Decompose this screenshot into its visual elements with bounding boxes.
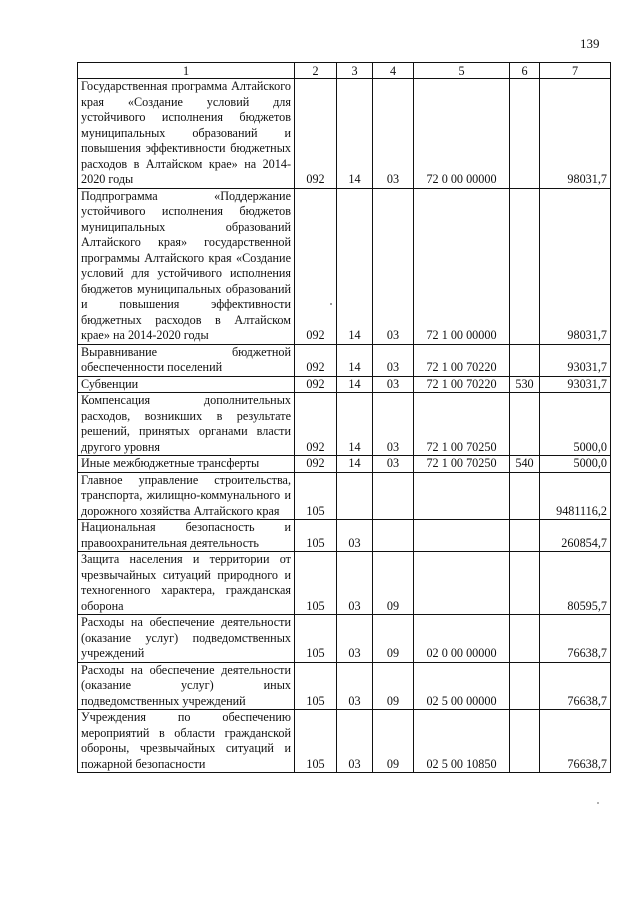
row-section: 14 (337, 456, 373, 473)
row-expense-type (510, 472, 540, 520)
row-expense-type: 540 (510, 456, 540, 473)
row-section: 03 (337, 710, 373, 773)
row-section (337, 472, 373, 520)
row-ministry-code: 105 (295, 662, 337, 710)
table-body (78, 79, 611, 773)
row-target-article (414, 552, 510, 615)
row-expense-type (510, 552, 540, 615)
row-amount: 5000,0 (540, 456, 611, 473)
table-row (78, 615, 611, 663)
row-subsection: 09 (373, 710, 414, 773)
row-amount: 80595,7 (540, 552, 611, 615)
table-row (78, 393, 611, 456)
row-name: Подпрограмма «Поддержание устойчивого исполнения бюджетов муниципальных образований Алтайского края» государственной программы Алтайского края «Создание условий для устойчивого исполнения бюджетов муниципальных образований и повышения эффективности бюджетных расходов в Алтайском крае» на 2014-2020 годы (78, 188, 295, 344)
row-subsection: 09 (373, 615, 414, 663)
row-target-article: 72 1 00 70220 (414, 344, 510, 376)
row-ministry-code: 092 (295, 456, 337, 473)
row-subsection: 09 (373, 662, 414, 710)
row-target-article: 02 0 00 00000 (414, 615, 510, 663)
row-expense-type (510, 710, 540, 773)
row-section: 03 (337, 615, 373, 663)
row-subsection: 03 (373, 188, 414, 344)
row-amount: 9481116,2 (540, 472, 611, 520)
row-subsection: 03 (373, 79, 414, 189)
row-target-article (414, 472, 510, 520)
row-section: 14 (337, 188, 373, 344)
row-amount: 76638,7 (540, 615, 611, 663)
column-header: 3 (337, 63, 373, 79)
row-section: 03 (337, 662, 373, 710)
row-amount: 76638,7 (540, 710, 611, 773)
row-section: 14 (337, 393, 373, 456)
table-row (78, 662, 611, 710)
row-amount: 98031,7 (540, 188, 611, 344)
row-ministry-code: 105 (295, 520, 337, 552)
row-ministry-code: 105 (295, 552, 337, 615)
row-ministry-code: 105 (295, 710, 337, 773)
row-name: Государственная программа Алтайского края «Создание условий для устойчивого исполнения бюджетов муниципальных образований и повышения эффективности бюджетных расходов в Алтайском крае» на 2014-2020 годы (78, 79, 295, 189)
row-subsection: 03 (373, 376, 414, 393)
row-target-article: 02 5 00 00000 (414, 662, 510, 710)
table-row (78, 710, 611, 773)
column-header: 5 (414, 63, 510, 79)
row-subsection: 03 (373, 393, 414, 456)
row-target-article: 72 1 00 70220 (414, 376, 510, 393)
table-row (78, 520, 611, 552)
row-subsection: 03 (373, 344, 414, 376)
row-target-article: 72 1 00 70250 (414, 393, 510, 456)
row-section: 14 (337, 344, 373, 376)
row-section: 03 (337, 552, 373, 615)
row-name: Защита населения и территории от чрезвычайных ситуаций природного и техногенного характера, гражданская оборона (78, 552, 295, 615)
row-amount: 93031,7 (540, 376, 611, 393)
column-header: 7 (540, 63, 611, 79)
column-header: 4 (373, 63, 414, 79)
row-expense-type (510, 188, 540, 344)
table-row (78, 344, 611, 376)
row-name: Национальная безопасность и правоохранительная деятельность (78, 520, 295, 552)
row-subsection (373, 520, 414, 552)
row-name: Расходы на обеспечение деятельности (оказание услуг) подведомственных учреждений (78, 615, 295, 663)
row-name: Главное управление строительства, транспорта, жилищно-коммунального и дорожного хозяйства Алтайского края (78, 472, 295, 520)
row-amount: 260854,7 (540, 520, 611, 552)
row-target-article: 72 0 00 00000 (414, 79, 510, 189)
column-header: 6 (510, 63, 540, 79)
row-expense-type (510, 662, 540, 710)
table-header-row (78, 63, 611, 79)
row-target-article: 72 1 00 00000 (414, 188, 510, 344)
row-subsection: 03 (373, 456, 414, 473)
row-amount: 98031,7 (540, 79, 611, 189)
row-target-article: 02 5 00 10850 (414, 710, 510, 773)
row-expense-type (510, 344, 540, 376)
row-section: 14 (337, 376, 373, 393)
row-expense-type (510, 393, 540, 456)
row-ministry-code: 092 (295, 79, 337, 189)
page-number: 139 (580, 36, 600, 51)
table-row (78, 376, 611, 393)
row-name: Иные межбюджетные трансферты (78, 456, 295, 473)
row-name: Компенсация дополнительных расходов, возникших в результате решений, принятых органами власти другого уровня (78, 393, 295, 456)
row-target-article (414, 520, 510, 552)
row-ministry-code: 092 (295, 376, 337, 393)
row-ministry-code: 105 (295, 615, 337, 663)
table-row (78, 79, 611, 189)
row-section: 03 (337, 520, 373, 552)
table-row (78, 552, 611, 615)
row-ministry-code: 092 (295, 188, 337, 344)
row-name: Субвенции (78, 376, 295, 393)
row-target-article: 72 1 00 70250 (414, 456, 510, 473)
table-row (78, 188, 611, 344)
scan-speck (330, 303, 332, 305)
budget-table (77, 62, 611, 773)
row-name: Расходы на обеспечение деятельности (оказание услуг) иных подведомственных учреждений (78, 662, 295, 710)
column-header: 1 (78, 63, 295, 79)
row-ministry-code: 092 (295, 393, 337, 456)
column-header: 2 (295, 63, 337, 79)
row-subsection (373, 472, 414, 520)
scan-speck (597, 802, 599, 804)
row-expense-type (510, 520, 540, 552)
row-subsection: 09 (373, 552, 414, 615)
row-ministry-code: 105 (295, 472, 337, 520)
row-amount: 93031,7 (540, 344, 611, 376)
row-expense-type (510, 615, 540, 663)
row-name: Выравнивание бюджетной обеспеченности поселений (78, 344, 295, 376)
row-expense-type (510, 79, 540, 189)
row-amount: 5000,0 (540, 393, 611, 456)
row-ministry-code: 092 (295, 344, 337, 376)
row-name: Учреждения по обеспечению мероприятий в области гражданской обороны, чрезвычайных ситуаций и пожарной безопасности (78, 710, 295, 773)
table-row (78, 472, 611, 520)
row-amount: 76638,7 (540, 662, 611, 710)
row-section: 14 (337, 79, 373, 189)
table-row (78, 456, 611, 473)
row-expense-type: 530 (510, 376, 540, 393)
